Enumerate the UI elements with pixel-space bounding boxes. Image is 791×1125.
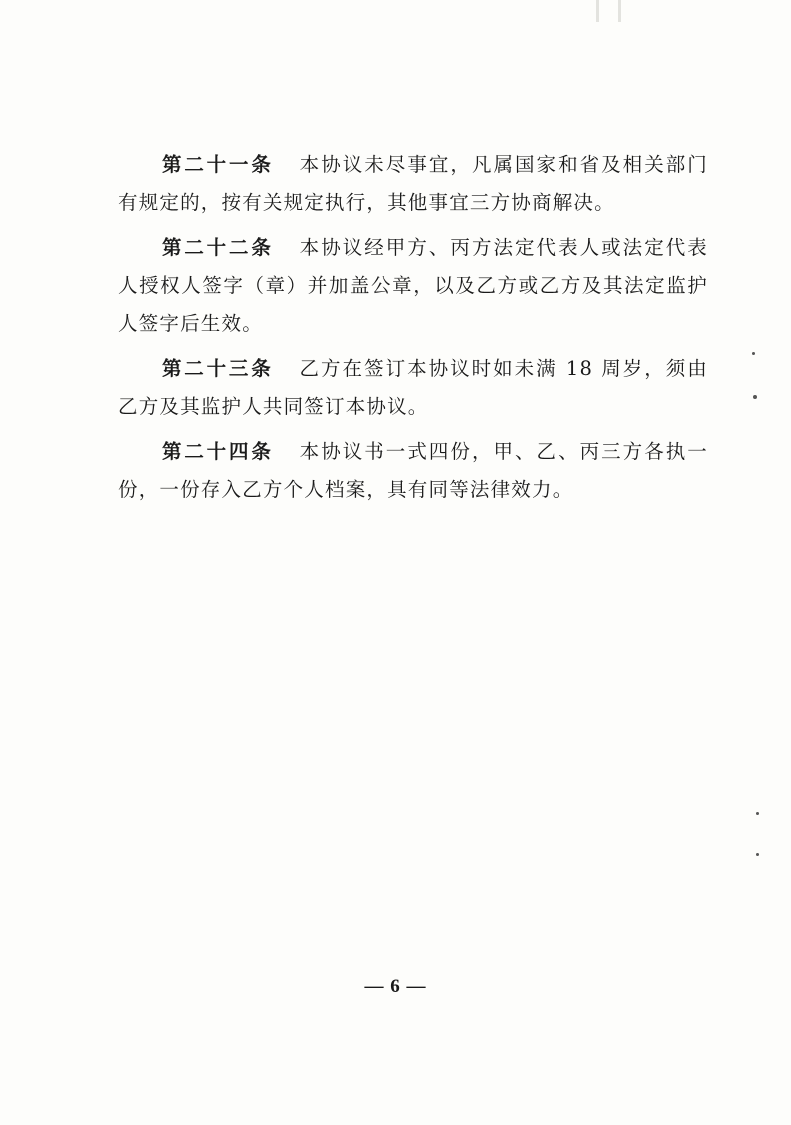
article-number: 第二十三条 (162, 357, 274, 380)
article-23 (118, 350, 708, 426)
article-text: 本协议未尽事宜，凡属国家和省及相关部门有规定的，按有关规定执行，其他事宜三方协商解决。 (118, 153, 708, 214)
article-text: 本协议书一式四份，甲、乙、丙三方各执一份，一份存入乙方个人档案，具有同等法律效力。 (118, 440, 708, 501)
scan-speck (752, 352, 755, 355)
article-text: 本协议经甲方、丙方法定代表人或法定代表人授权人签字（章）并加盖公章，以及乙方或乙方及其法定监护人签字后生效。 (118, 236, 708, 335)
scan-speck (756, 812, 759, 815)
article-number: 第二十二条 (162, 236, 274, 259)
scan-artifact (618, 0, 621, 22)
page-number: — 6 — (364, 976, 427, 997)
article-22 (118, 229, 708, 343)
article-text: 乙方在签订本协议时如未满 18 周岁，须由乙方及其监护人共同签订本协议。 (118, 357, 708, 418)
article-number: 第二十四条 (162, 440, 274, 463)
agreement-body (118, 146, 708, 516)
article-24 (118, 433, 708, 509)
article-21 (118, 146, 708, 222)
scan-artifact (596, 0, 599, 22)
scan-speck (753, 395, 757, 399)
article-number: 第二十一条 (162, 153, 274, 176)
scan-speck (756, 853, 759, 856)
